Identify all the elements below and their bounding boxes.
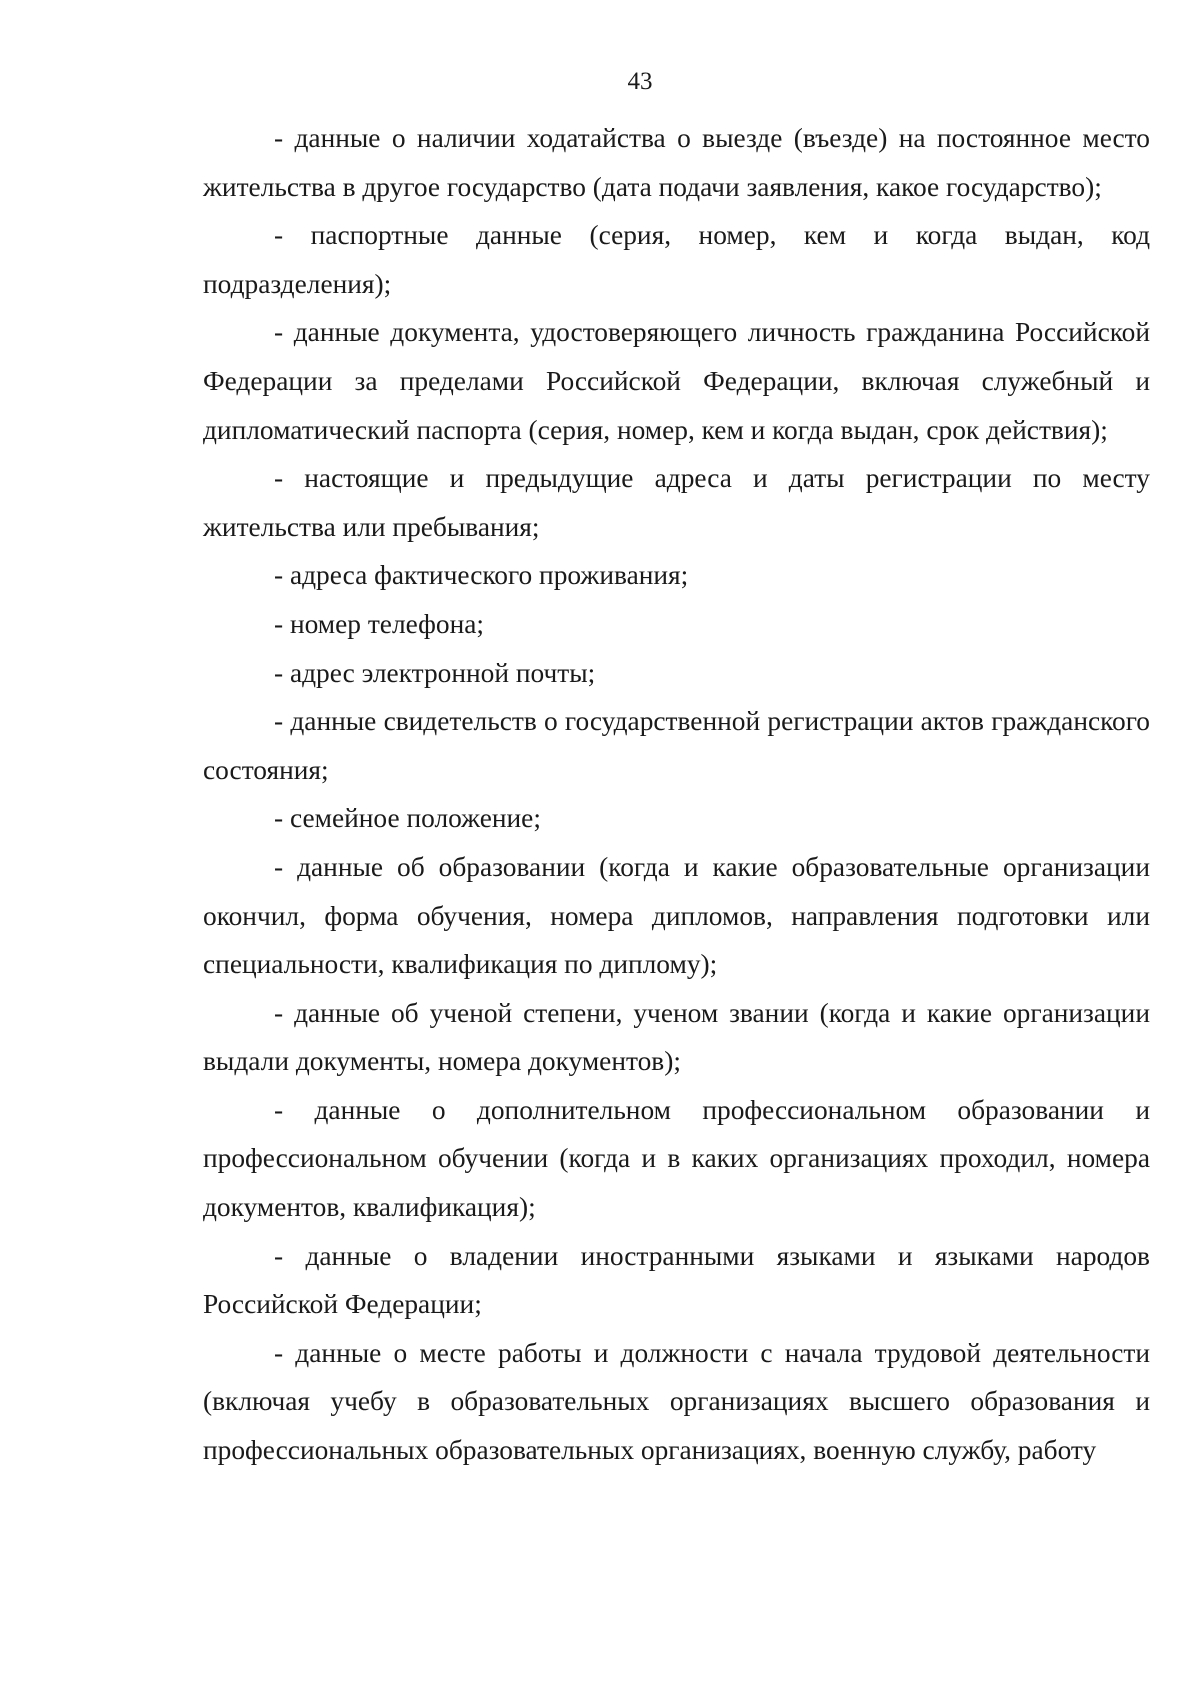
- paragraph-actual-address: - адреса фактического проживания;: [274, 560, 689, 591]
- paragraph-foreign-passport: - данные документа, удостоверяющего личность гражданина Российской Федерации за пределами Российской Федерации, включая служебный и дипломатический паспорта (серия, номер, кем и когда выдан, срок действия);: [203, 317, 1150, 445]
- paragraph-emigration-petition: - данные о наличии ходатайства о выезде (въезде) на постоянное место жительства в другое государство (дата подачи заявления, какое государство);: [203, 123, 1150, 202]
- paragraph-marital-status: - семейное положение;: [274, 803, 541, 834]
- paragraph-civil-status-certificates: - данные свидетельств о государственной регистрации актов гражданского состояния;: [203, 706, 1150, 785]
- paragraph-education: - данные об образовании (когда и какие образовательные организации окончил, форма обучения, номера дипломов, направления подготовки или специальности, квалификация по диплому);: [203, 851, 1150, 980]
- paragraph-academic-degree: - данные об ученой степени, ученом звании (когда и какие организации выдали документы, номера документов);: [203, 997, 1150, 1077]
- page-number: 43: [627, 68, 653, 95]
- paragraph-work-history: - данные о месте работы и должности с начала трудовой деятельности (включая учебу в образовательных организациях высшего образования и профессиональных образовательных организациях, военную службу, работу: [203, 1337, 1150, 1466]
- paragraph-email: - адрес электронной почты;: [274, 657, 596, 688]
- document-body: [203, 114, 1150, 1475]
- paragraph-additional-education: - данные о дополнительном профессиональном образовании и профессиональном обучении (когда и в каких организациях проходил, номера документов, квалификация);: [203, 1094, 1150, 1223]
- paragraph-languages: - данные о владении иностранными языками и языками народов Российской Федерации;: [203, 1240, 1150, 1320]
- paragraph-passport-data: - паспортные данные (серия, номер, кем и когда выдан, код подразделения);: [203, 220, 1150, 299]
- paragraph-registration-addresses: - настоящие и предыдущие адреса и даты регистрации по месту жительства или пребывания;: [203, 463, 1150, 542]
- paragraph-phone-number: - номер телефона;: [274, 608, 484, 639]
